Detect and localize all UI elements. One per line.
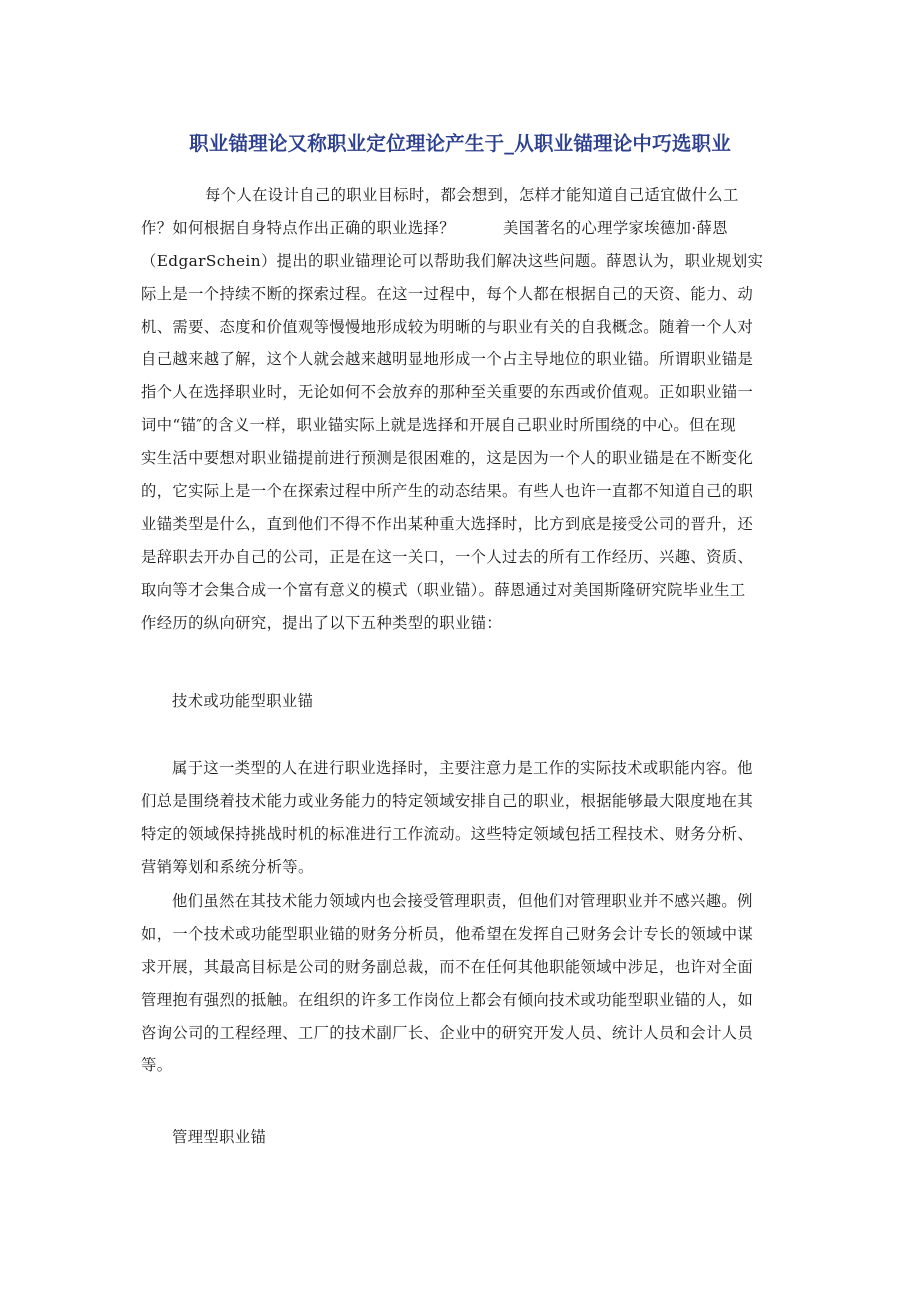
intro-line: 实生活中要想对职业锚提前进行预测是很困难的，这是因为一个人的职业锚是在不断变化 <box>141 449 754 468</box>
intro-line: 际上是一个持续不断的探索过程。在这一过程中，每个人都在根据自己的天资、能力、动 <box>141 284 754 303</box>
paragraph-line: 求开展，其最高目标是公司的财务副总裁，而不在任何其他职能领域中涉足，也许对全面 <box>141 957 754 976</box>
paragraph-line: 属于这一类型的人在进行职业选择时，主要注意力是工作的实际技术或职能内容。他 <box>172 759 753 777</box>
intro-line: 指个人在选择职业时，无论如何不会放弃的那种至关重要的东西或价值观。正如职业锚一 <box>141 383 754 402</box>
intro-line-part: 作？如何根据自身特点作出正确的职业选择？ <box>141 218 455 237</box>
section-heading-managerial: 管理型职业锚 <box>172 1128 267 1146</box>
paragraph-line: 咨询公司的工程经理、工厂的技术副厂长、企业中的研究开发人员、统计人员和会计人员 <box>141 1023 754 1042</box>
paragraph-line: 特定的领域保持挑战时机的标准进行工作流动。这些特定领域包括工程技术、财务分析、 <box>141 824 754 843</box>
intro-line <box>141 212 777 245</box>
intro-paragraph <box>141 179 777 639</box>
document-title: 职业锚理论又称职业定位理论产生于_从职业锚理论中巧选职业 <box>189 132 731 155</box>
paragraph-line: 等。 <box>141 1056 173 1075</box>
intro-line: 是辞职去开办自己的公司，正是在这一关口，一个人过去的所有工作经历、兴趣、资质、 <box>141 547 754 566</box>
paragraph-line: 管理抱有强烈的抵触。在组织的许多工作岗位上都会有倾向技术或功能型职业锚的人，如 <box>141 990 754 1009</box>
intro-line: 词中“锚″的含义一样，职业锚实际上就是选择和开展自己职业时所围绕的中心。但在现 <box>141 416 737 435</box>
section1-paragraph-1 <box>141 752 777 884</box>
intro-line: （EdgarSchein）提出的职业锚理论可以帮助我们解决这些问题。薛恩认为，职业规划实 <box>141 251 764 270</box>
intro-line: 业锚类型是什么，直到他们不得不作出某种重大选择时，比方到底是接受公司的晋升，还 <box>141 514 754 533</box>
intro-line: 的，它实际上是一个在探索过程中所产生的动态结果。有些人也许一直都不知道自己的职 <box>141 482 754 501</box>
paragraph-line: 他们虽然在其技术能力领域内也会接受管理职责，但他们对管理职业并不感兴趣。例 <box>172 892 753 910</box>
paragraph-line: 如，一个技术或功能型职业锚的财务分析员，他希望在发挥自己财务会计专长的领域中谋 <box>141 924 754 943</box>
section1-paragraph-2 <box>141 885 777 1082</box>
intro-line: 自己越来越了解，这个人就会越来越明显地形成一个占主导地位的职业锚。所谓职业锚是 <box>141 350 754 369</box>
intro-line: 取向等才会集合成一个富有意义的模式（职业锚）。薛恩通过对美国斯隆研究院毕业生工 <box>141 580 746 599</box>
section-heading-technical: 技术或功能型职业锚 <box>172 692 314 710</box>
intro-line: 机、需要、态度和价值观等慢慢地形成较为明晰的与职业有关的自我概念。随着一个人对 <box>141 317 754 336</box>
intro-line: 作经历的纵向研究，提出了以下五种类型的职业锚： <box>141 613 503 632</box>
paragraph-line: 营销筹划和系统分析等。 <box>141 857 314 876</box>
intro-line-part: 美国著名的心理学家埃德加·薛恩 <box>502 218 728 237</box>
paragraph-line: 们总是围绕着技术能力或业务能力的特定领域安排自己的职业，根据能够最大限度地在其 <box>141 791 754 810</box>
intro-line: 每个人在设计自己的职业目标时，都会想到，怎样才能知道自己适宜做什么工 <box>205 186 739 204</box>
